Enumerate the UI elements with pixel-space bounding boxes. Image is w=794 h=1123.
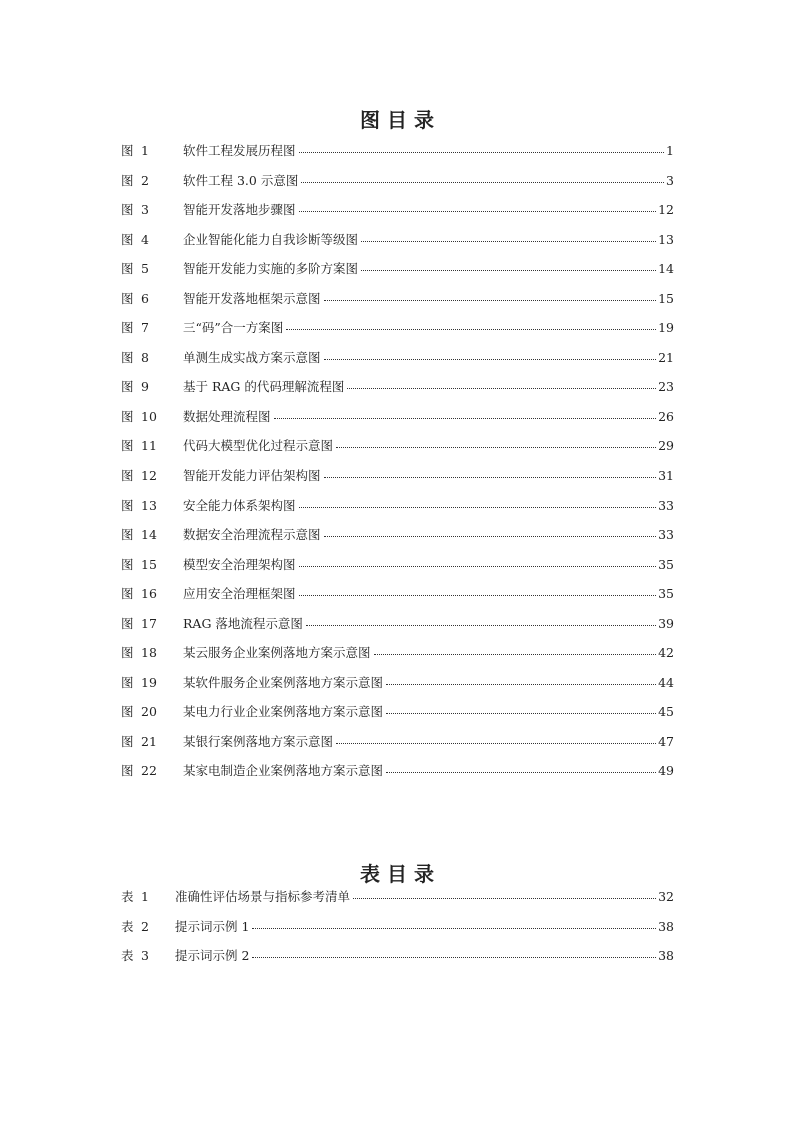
entry-prefix: 图 [121, 438, 134, 454]
entry-page-number: 38 [658, 918, 674, 934]
entry-number: 7 [141, 320, 149, 336]
figure-list-title: 图 目 录 [360, 108, 434, 132]
entry-title: 智能开发能力实施的多阶方案图 [183, 261, 359, 277]
entry-prefix: 表 [121, 948, 134, 964]
figure-entry[interactable] [121, 584, 674, 614]
entry-page-number: 3 [666, 172, 674, 188]
figure-entry[interactable] [121, 466, 674, 496]
entry-title: 数据处理流程图 [183, 408, 271, 424]
entry-title: 代码大模型优化过程示意图 [183, 438, 334, 454]
entry-title: 安全能力体系架构图 [183, 497, 296, 513]
figure-entry[interactable] [121, 141, 674, 171]
figure-entry[interactable] [121, 230, 674, 260]
figure-list [121, 141, 674, 791]
entry-page-number: 33 [658, 497, 674, 513]
entry-title: 提示词示例 1 [175, 918, 250, 934]
dot-leader [361, 241, 656, 242]
dot-leader [286, 329, 656, 330]
entry-number: 5 [141, 261, 149, 277]
entry-title: 提示词示例 2 [175, 948, 250, 964]
entry-page-number: 45 [658, 704, 674, 720]
entry-prefix: 图 [121, 586, 134, 602]
entry-page-number: 31 [658, 468, 674, 484]
entry-number: 15 [141, 556, 157, 572]
entry-number: 17 [141, 615, 157, 631]
entry-number: 19 [141, 674, 157, 690]
entry-page-number: 42 [658, 645, 674, 661]
entry-title: 某云服务企业案例落地方案示意图 [183, 645, 371, 661]
entry-prefix: 图 [121, 143, 134, 158]
entry-number: 13 [141, 497, 157, 513]
entry-number: 14 [141, 527, 157, 543]
entry-prefix: 表 [121, 918, 134, 934]
dot-leader [299, 507, 657, 508]
entry-number: 8 [141, 349, 149, 365]
entry-prefix: 图 [121, 704, 134, 720]
figure-entry[interactable] [121, 702, 674, 732]
figure-entry[interactable] [121, 673, 674, 703]
entry-prefix: 图 [121, 497, 134, 513]
table-entry[interactable] [121, 887, 674, 917]
entry-title: RAG 落地流程示意图 [183, 615, 303, 631]
entry-page-number: 19 [658, 320, 674, 336]
dot-leader [306, 625, 656, 626]
dot-leader [324, 300, 657, 301]
entry-page-number: 14 [658, 261, 674, 277]
figure-entry[interactable] [121, 407, 674, 437]
entry-title: 软件工程 3.0 示意图 [183, 172, 299, 188]
figure-entry[interactable] [121, 348, 674, 378]
figure-entry[interactable] [121, 555, 674, 585]
figure-entry[interactable] [121, 643, 674, 673]
entry-number: 3 [141, 202, 149, 218]
dot-leader [347, 388, 656, 389]
entry-page-number: 33 [658, 527, 674, 543]
entry-page-number: 35 [658, 586, 674, 602]
entry-title: 应用安全治理框架图 [183, 586, 296, 602]
table-list [121, 887, 674, 976]
dot-leader [301, 182, 664, 183]
entry-prefix: 图 [121, 733, 134, 749]
figure-entry[interactable] [121, 318, 674, 348]
figure-entry[interactable] [121, 377, 674, 407]
entry-number: 10 [141, 408, 157, 424]
figure-entry[interactable] [121, 259, 674, 289]
figure-entry[interactable] [121, 761, 674, 791]
entry-number: 22 [141, 763, 157, 779]
entry-title: 基于 RAG 的代码理解流程图 [183, 379, 345, 395]
entry-number: 3 [141, 948, 149, 964]
entry-page-number: 38 [658, 948, 674, 964]
figure-entry[interactable] [121, 289, 674, 319]
figure-entry[interactable] [121, 496, 674, 526]
figure-entry[interactable] [121, 436, 674, 466]
entry-title: 某电力行业企业案例落地方案示意图 [183, 704, 384, 720]
entry-page-number: 12 [658, 202, 674, 218]
dot-leader [299, 595, 657, 596]
dot-leader [274, 418, 657, 419]
entry-number: 1 [141, 143, 149, 158]
entry-prefix: 表 [121, 889, 134, 904]
entry-prefix: 图 [121, 231, 134, 247]
entry-page-number: 15 [658, 290, 674, 306]
entry-title: 单测生成实战方案示意图 [183, 349, 321, 365]
entry-title: 智能开发能力评估架构图 [183, 468, 321, 484]
entry-title: 模型安全治理架构图 [183, 556, 296, 572]
entry-prefix: 图 [121, 527, 134, 543]
entry-prefix: 图 [121, 615, 134, 631]
entry-prefix: 图 [121, 645, 134, 661]
dot-leader [386, 772, 656, 773]
entry-title: 企业智能化能力自我诊断等级图 [183, 231, 359, 247]
entry-prefix: 图 [121, 556, 134, 572]
entry-prefix: 图 [121, 202, 134, 218]
table-list-title: 表 目 录 [360, 862, 434, 886]
dot-leader [299, 152, 665, 153]
table-entry[interactable] [121, 917, 674, 947]
entry-number: 11 [141, 438, 157, 454]
entry-page-number: 23 [658, 379, 674, 395]
entry-prefix: 图 [121, 763, 134, 779]
dot-leader [336, 447, 656, 448]
entry-prefix: 图 [121, 674, 134, 690]
entry-page-number: 21 [658, 349, 674, 365]
entry-page-number: 39 [658, 615, 674, 631]
dot-leader [324, 536, 657, 537]
table-entry[interactable] [121, 946, 674, 976]
entry-title: 软件工程发展历程图 [183, 143, 296, 158]
dot-leader [386, 684, 656, 685]
entry-number: 4 [141, 231, 149, 247]
dot-leader [252, 928, 656, 929]
entry-page-number: 26 [658, 408, 674, 424]
entry-page-number: 44 [658, 674, 674, 690]
entry-prefix: 图 [121, 261, 134, 277]
figure-entry[interactable] [121, 200, 674, 230]
entry-prefix: 图 [121, 172, 134, 188]
entry-title: 数据安全治理流程示意图 [183, 527, 321, 543]
entry-number: 20 [141, 704, 157, 720]
entry-title: 某软件服务企业案例落地方案示意图 [183, 674, 384, 690]
entry-title: 准确性评估场景与指标参考清单 [175, 889, 351, 904]
figure-entry[interactable] [121, 525, 674, 555]
entry-page-number: 29 [658, 438, 674, 454]
dot-leader [252, 957, 656, 958]
entry-title: 某家电制造企业案例落地方案示意图 [183, 763, 384, 779]
entry-title: 智能开发落地框架示意图 [183, 290, 321, 306]
entry-page-number: 49 [658, 763, 674, 779]
entry-number: 1 [141, 889, 149, 904]
entry-prefix: 图 [121, 379, 134, 395]
entry-number: 21 [141, 733, 157, 749]
dot-leader [324, 359, 657, 360]
entry-page-number: 13 [658, 231, 674, 247]
entry-title: 某银行案例落地方案示意图 [183, 733, 334, 749]
entry-prefix: 图 [121, 408, 134, 424]
entry-prefix: 图 [121, 290, 134, 306]
dot-leader [386, 713, 656, 714]
entry-number: 6 [141, 290, 149, 306]
entry-number: 2 [141, 918, 149, 934]
entry-page-number: 32 [658, 889, 674, 904]
dot-leader [336, 743, 656, 744]
entry-number: 16 [141, 586, 157, 602]
entry-number: 2 [141, 172, 149, 188]
entry-title: 三“码”合一方案图 [183, 320, 284, 336]
dot-leader [299, 211, 657, 212]
dot-leader [353, 898, 656, 899]
dot-leader [299, 566, 657, 567]
entry-number: 18 [141, 645, 157, 661]
entry-page-number: 35 [658, 556, 674, 572]
entry-title: 智能开发落地步骤图 [183, 202, 296, 218]
dot-leader [361, 270, 656, 271]
entry-page-number: 47 [658, 733, 674, 749]
entry-prefix: 图 [121, 320, 134, 336]
dot-leader [324, 477, 657, 478]
entry-number: 9 [141, 379, 149, 395]
figure-entry[interactable] [121, 171, 674, 201]
figure-entry[interactable] [121, 614, 674, 644]
entry-prefix: 图 [121, 349, 134, 365]
entry-prefix: 图 [121, 468, 134, 484]
figure-entry[interactable] [121, 732, 674, 762]
entry-page-number: 1 [666, 143, 674, 158]
entry-number: 12 [141, 468, 157, 484]
dot-leader [374, 654, 657, 655]
